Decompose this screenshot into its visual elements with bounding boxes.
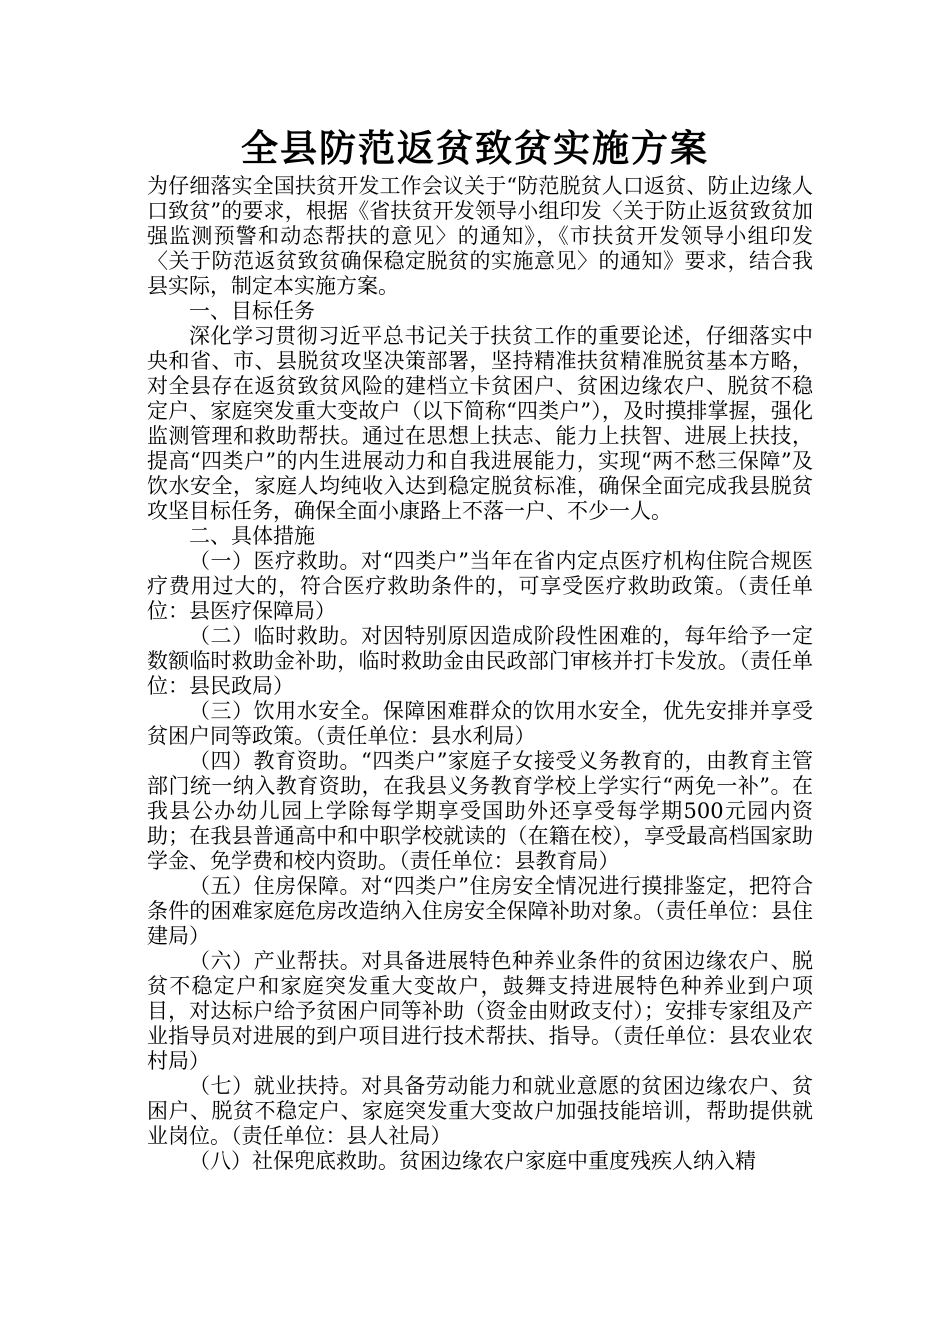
measure-social-security: （八）社保兜底救助。贫困边缘农户家庭中重度残疾人纳入精	[189, 1149, 756, 1173]
measure-medical-aid: （一）医疗救助。对“四类户”当年在省内定点医疗机构住院合规医疗费用过大的，符合医疗救助条件的，可享受医疗救助政策。（责任单位：县医疗保障局）	[147, 549, 813, 623]
measure-drinking-water: （三）饮用水安全。保障困难群众的饮用水安全，优先安排并享受贫困户同等政策。（责任单位：县水利局）	[147, 699, 813, 748]
intro-paragraph: 为仔细落实全国扶贫开发工作会议关于“防范脱贫人口返贫、防止边缘人口致贫”的要求，根据《省扶贫开发领导小组印发〈关于防止返贫致贫加强监测预警和动态帮扶的意见〉的通知》，《市扶贫开发领导小组印发〈关于防范返贫致贫确保稳定脱贫的实施意见〉的通知》要求，结合我县实际，制定本实施方案。	[147, 174, 813, 298]
goals-paragraph: 深化学习贯彻习近平总书记关于扶贫工作的重要论述，仔细落实中央和省、市、县脱贫攻坚决策部署，坚持精准扶贫精准脱贫基本方略，对全县存在返贫致贫风险的建档立卡贫困户、贫困边缘农户、脱贫不稳定户、家庭突发重大变故户（以下简称“四类户”），及时摸排掌握，强化监测管理和救助帮扶。通过在思想上扶志、能力上扶智、进展上扶技，提高“四类户”的内生进展动力和自我进展能力，实现“两不愁三保障”及饮水安全，家庭人均纯收入达到稳定脱贫标准，确保全面完成我县脱贫攻坚目标任务，确保全面小康路上不落一户、不少一人。	[147, 324, 813, 523]
measure-education-aid: （四）教育资助。“四类户”家庭子女接受义务教育的，由教育主管部门统一纳入教育资助，在我县义务教育学校上学实行“两免一补”。在我县公办幼儿园上学除每学期享受国助外还享受每学期500元园内资助；在我县普通高中和中职学校就读的（在籍在校），享受最高档国家助学金、免学费和校内资助。（责任单位：县教育局）	[147, 749, 813, 873]
document-title: 全县防范返贫致贫实施方案	[241, 127, 709, 170]
measure-industry-support: （六）产业帮扶。对具备进展特色种养业条件的贫困边缘农户、脱贫不稳定户和家庭突发重大变故户，鼓舞支持进展特色种养业到户项目，对达标户给予贫困户同等补助（资金由财政支付）；安排专家组及产业指导员对进展的到户项目进行技术帮扶、指导。（责任单位：县农业农村局）	[147, 949, 813, 1073]
section-heading-measures: 二、具体措施	[189, 524, 315, 548]
measure-employment: （七）就业扶持。对具备劳动能力和就业意愿的贫困边缘农户、贫困户、脱贫不稳定户、家庭突发重大变故户加强技能培训，帮助提供就业岗位。（责任单位：县人社局）	[147, 1074, 813, 1148]
section-heading-goals: 一、目标任务	[189, 299, 315, 323]
document-body	[147, 174, 813, 1174]
measure-temporary-aid: （二）临时救助。对因特别原因造成阶段性困难的，每年给予一定数额临时救助金补助，临时救助金由民政部门审核并打卡发放。（责任单位：县民政局）	[147, 624, 813, 698]
measure-housing: （五）住房保障。对“四类户”住房安全情况进行摸排鉴定，把符合条件的困难家庭危房改造纳入住房安全保障补助对象。（责任单位：县住建局）	[147, 874, 813, 948]
